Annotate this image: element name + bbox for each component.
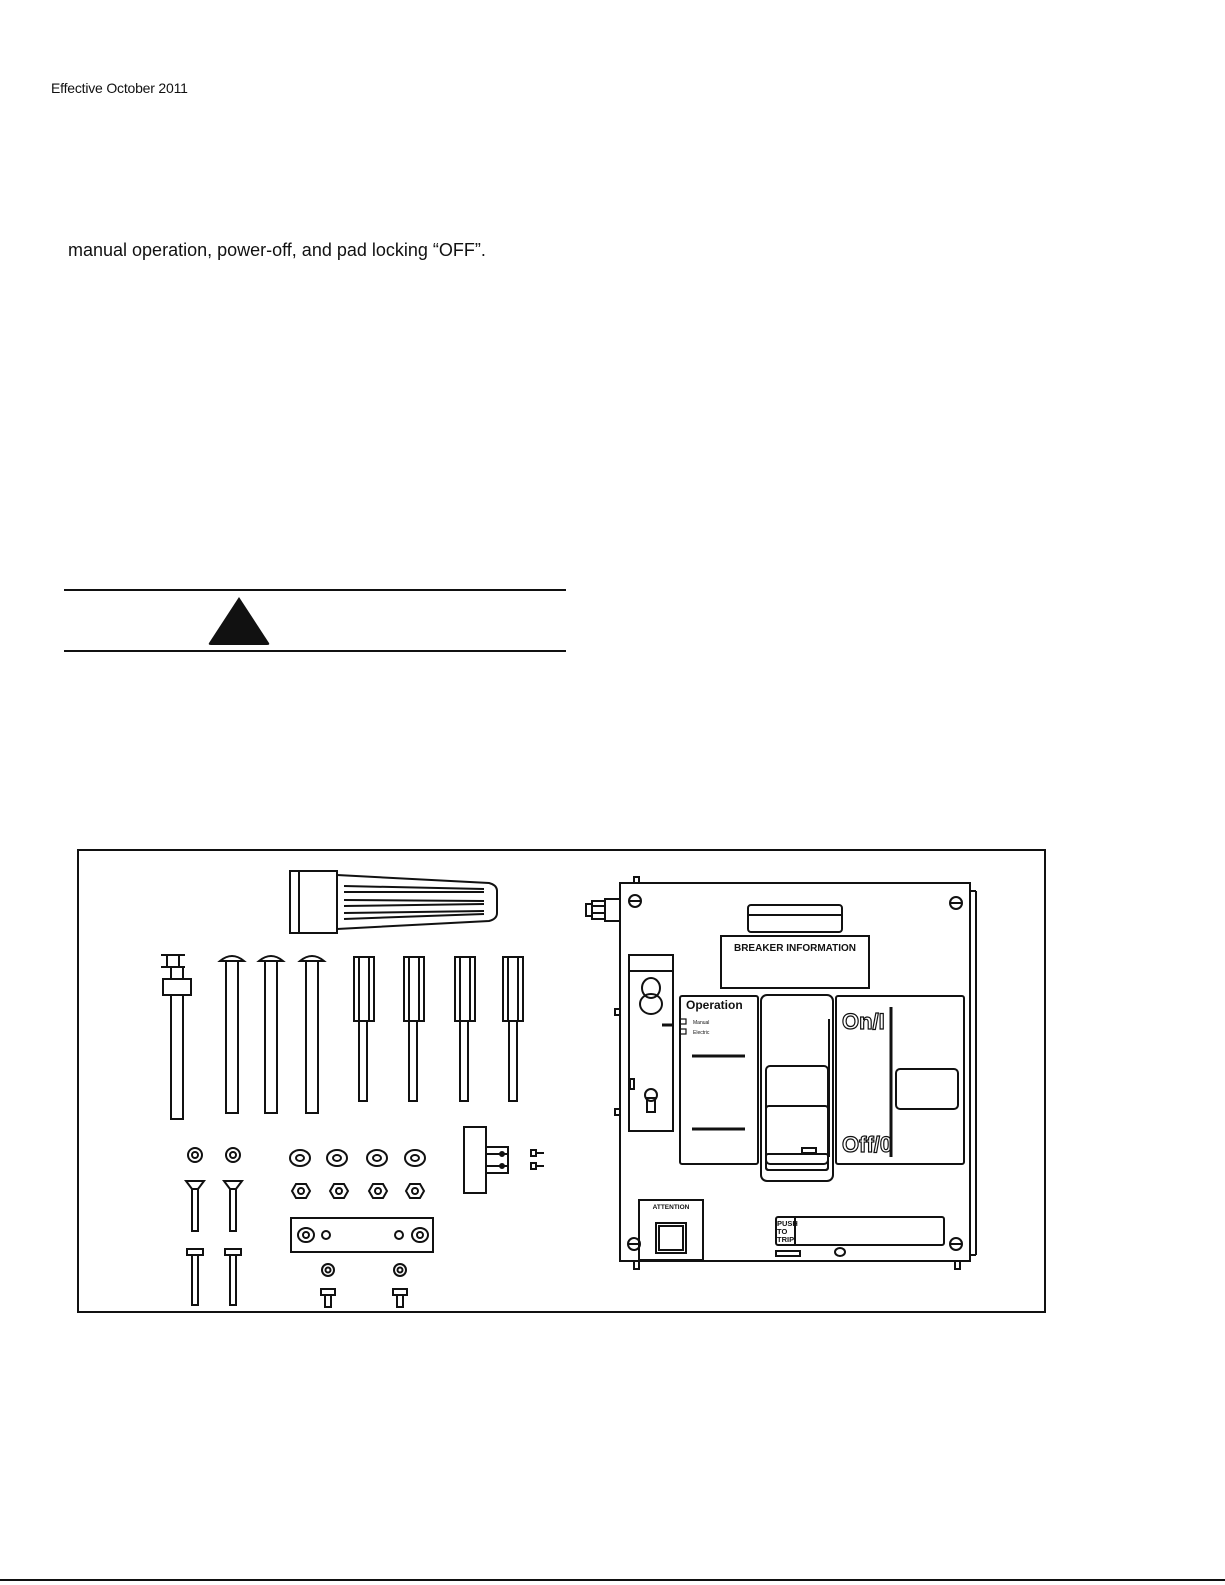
mounting-bar (291, 1218, 433, 1252)
breaker-cover (586, 877, 976, 1269)
effective-date: Effective October 2011 (51, 80, 188, 96)
off-label: Off/0 (842, 1132, 893, 1157)
footer-rule (0, 1579, 1225, 1581)
warning-bottom-rule (64, 650, 566, 652)
operation-option-electric: Electric (693, 1030, 710, 1036)
bracket-with-screws (464, 1127, 544, 1193)
small-screws-bottom (321, 1264, 407, 1307)
trip-label: TRIP (777, 1235, 795, 1244)
warning-top-rule (64, 589, 566, 591)
handle-extension (290, 871, 497, 933)
push-label: PUSH (777, 1219, 798, 1228)
attention-label: ATTENTION (652, 1204, 690, 1211)
on-label: On/I (842, 1009, 885, 1034)
to-label: TO (777, 1227, 788, 1236)
long-bolt-with-nut (161, 955, 191, 1119)
small-washers-and-screws (186, 1148, 242, 1305)
carriage-bolts (220, 956, 324, 1113)
kit-figure (77, 849, 1046, 1313)
washers-and-nuts (290, 1150, 425, 1198)
slotted-studs (354, 957, 523, 1101)
operation-option-manual: Manual (693, 1020, 710, 1026)
warning-triangle-icon (207, 595, 271, 647)
operation-label: Operation (686, 998, 743, 1012)
breaker-info-label: BREAKER INFORMATION (733, 943, 857, 954)
body-text: manual operation, power-off, and pad locking “OFF”. (68, 240, 486, 260)
